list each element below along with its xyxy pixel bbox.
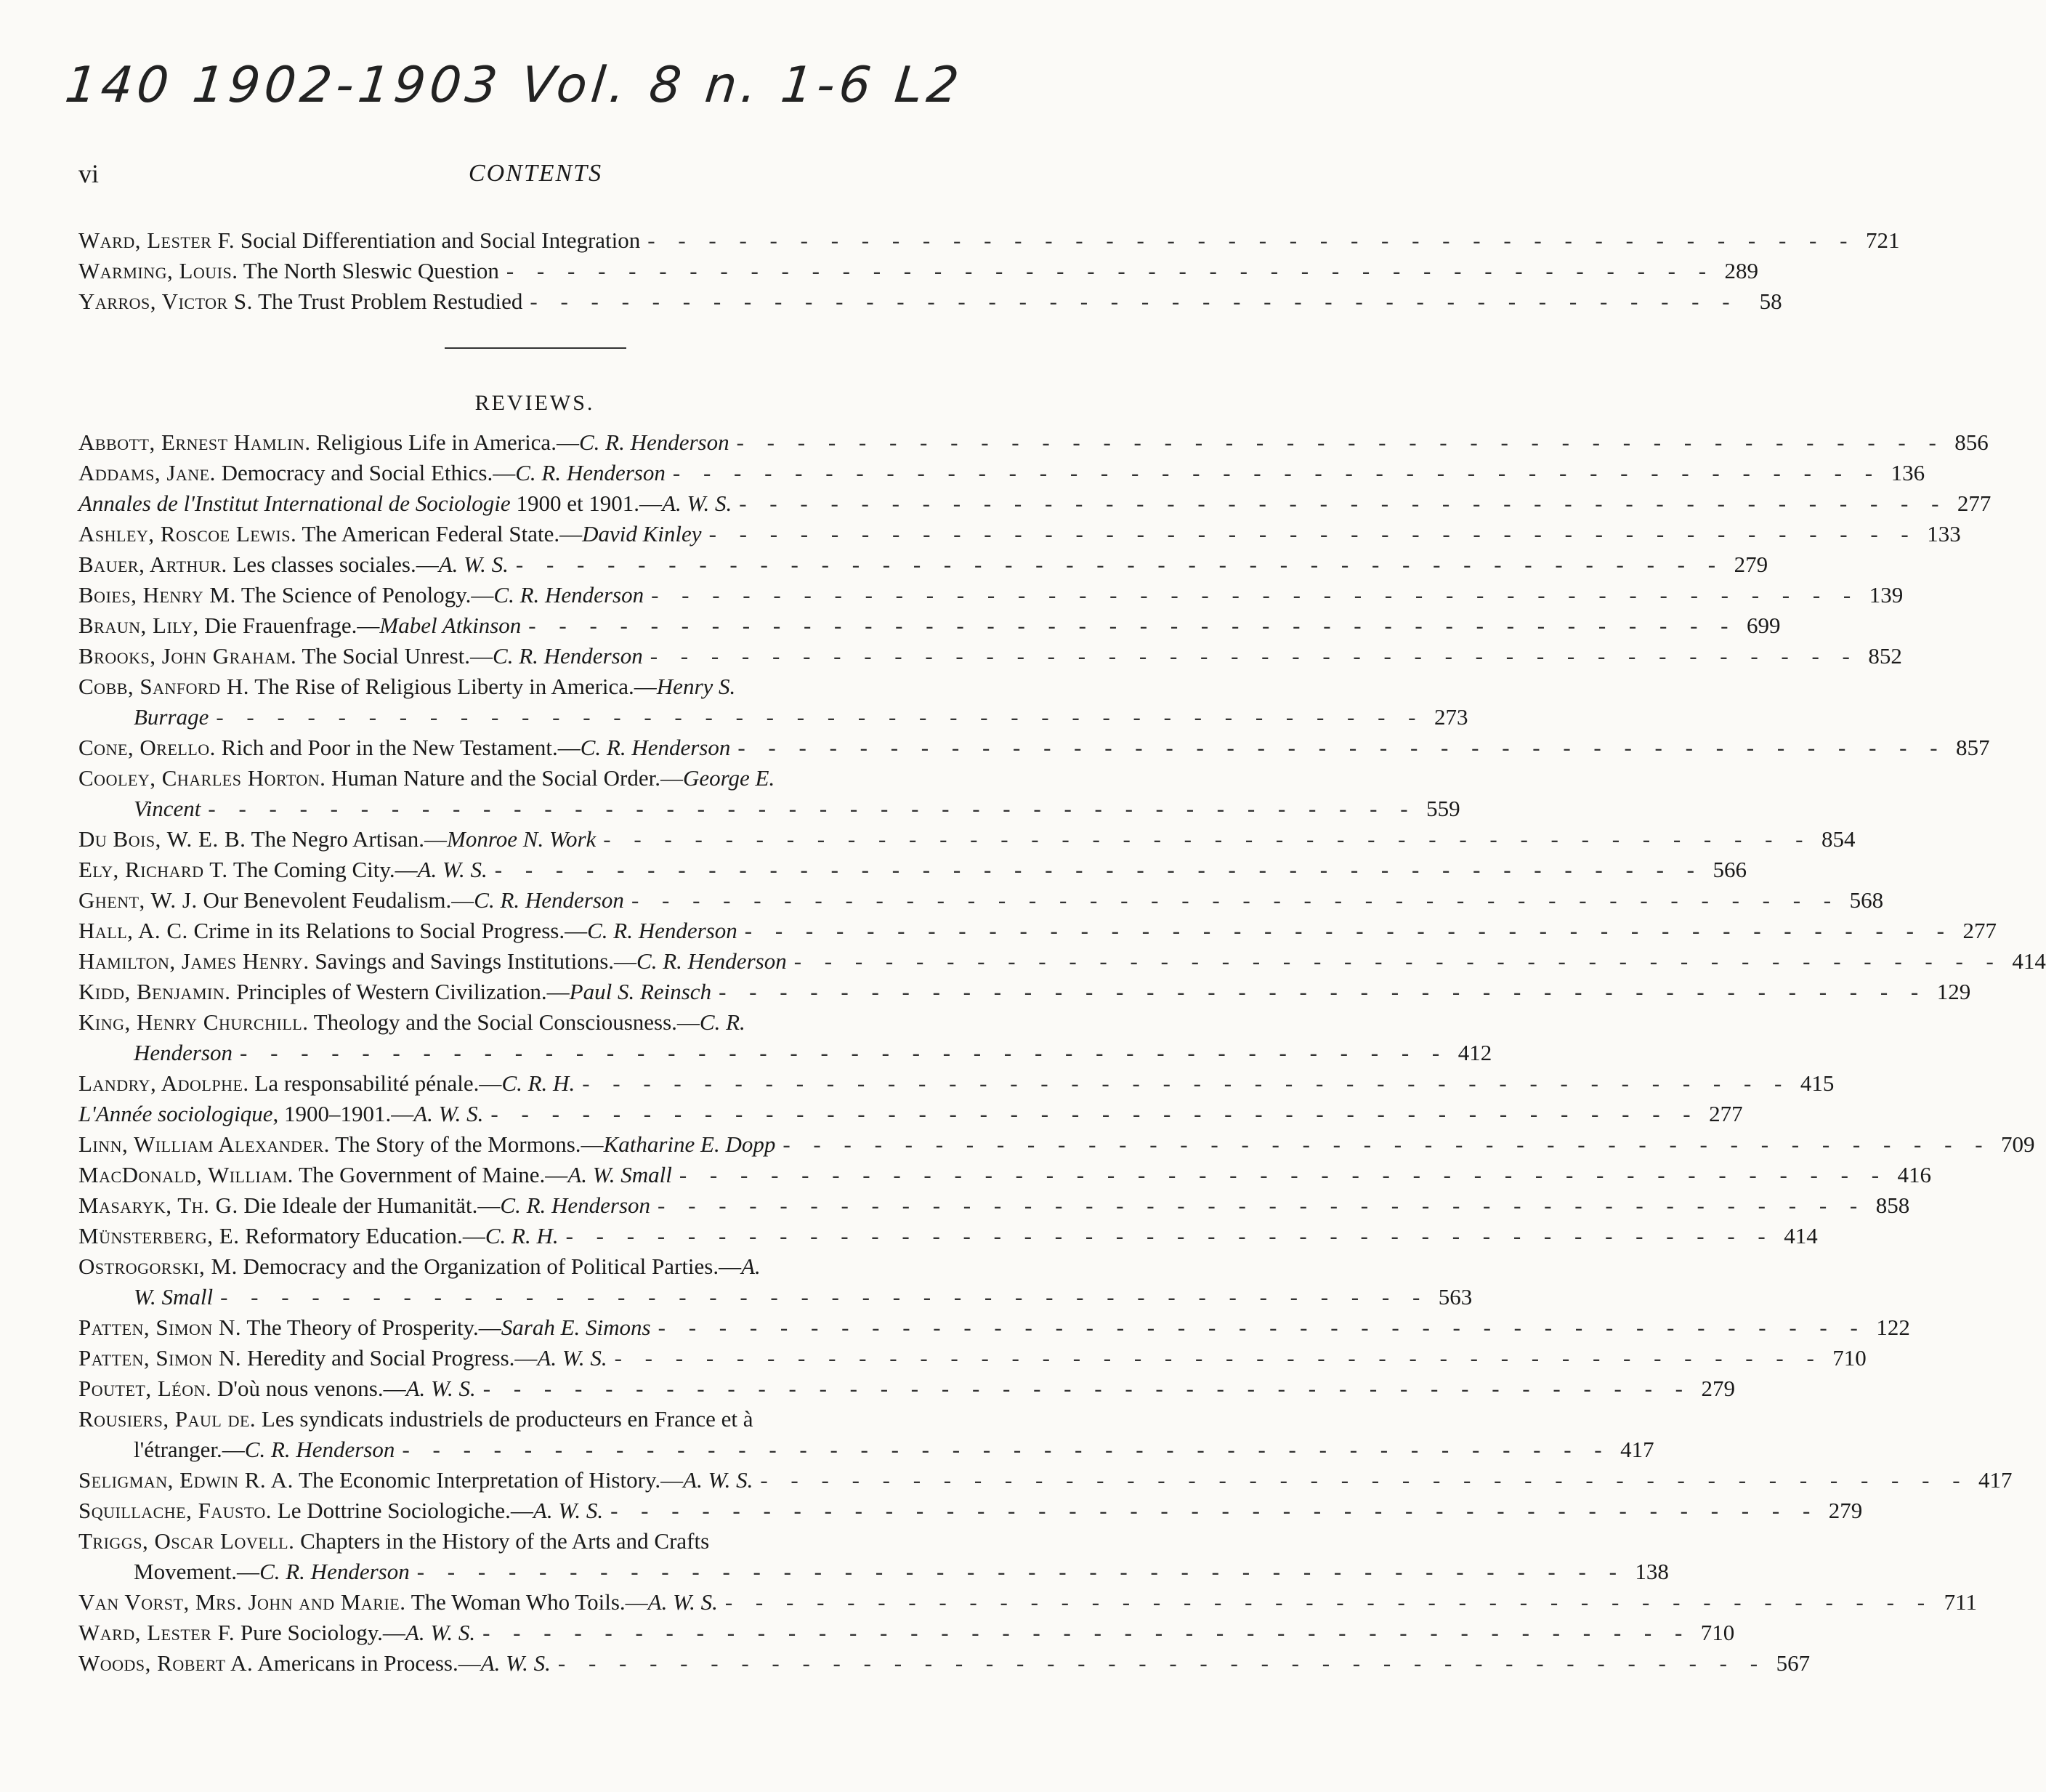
page-number: vi (78, 159, 100, 188)
review-entry (78, 916, 1997, 946)
entry-page: 858 (1875, 1192, 1910, 1218)
entry-title: Heredity and Social Progress.— (246, 1345, 538, 1371)
dot-leader: - - - - - - - - - - - - - - - - - - - - - - - - - - - - - - - - - - - - - - - - (216, 704, 1425, 730)
entry-title: Chapters in the History of the Arts and Crafts (300, 1528, 710, 1554)
entry-cont-body (134, 1038, 232, 1068)
entry-reviewer: A. W. S. (647, 1589, 718, 1615)
entry-body (78, 580, 644, 610)
entry-page: 412 (1457, 1040, 1492, 1065)
entry-reviewer: A. W. S. (480, 1650, 551, 1676)
dot-leader: - - - - - - - - - - - - - - - - - - - - - - - - - - - - - - - - - - - - - - - - (647, 227, 1856, 253)
entry-title: 1900 et 1901.— (510, 491, 663, 516)
entry-author: Patten, Simon N. (78, 1345, 242, 1371)
entry-reviewer: George E. (682, 765, 775, 791)
entry-title: Democracy and Social Ethics.— (221, 460, 516, 485)
entry-title: Les syndicats industriels de producteurs en France et à (261, 1406, 753, 1432)
review-entry (78, 458, 1925, 488)
review-entry (78, 1343, 1867, 1373)
entry-continuation (78, 1434, 1654, 1465)
entry-title: D'où nous venons.— (217, 1376, 406, 1401)
entry-title: The Coming City.— (232, 857, 418, 882)
entry-title: La responsabilité pénale.— (254, 1070, 502, 1096)
entry-author: Landry, Adolphe. (78, 1070, 249, 1096)
entry-page: 568 (1849, 887, 1884, 913)
dot-leader: - - - - - - - - - - - - - - - - - - - - - - - - - - - - - - - - - - - - - - - - (494, 857, 1703, 882)
article-entry (78, 286, 1782, 317)
entry-page: 416 (1897, 1162, 1932, 1187)
entry-body (78, 1190, 650, 1221)
entry-reviewer: Mabel Atkinson (379, 613, 522, 638)
dot-leader: - - - - - - - - - - - - - - - - - - - - - - - - - - - - - - - - - - - - - - - - (614, 1345, 1823, 1371)
entry-body (78, 1373, 476, 1404)
entry-title: Our Benevolent Feudalism.— (203, 887, 474, 913)
entry-author: Addams, Jane. (78, 460, 216, 485)
entry-body (78, 458, 666, 488)
entry-author: Linn, William Alexander. (78, 1131, 330, 1157)
entry-body (78, 1618, 475, 1648)
entry-author: Bauer, Arthur. (78, 552, 227, 577)
dot-leader: - - - - - - - - - - - - - - - - - - - - - - - - - - - - - - - - - - - - - - - - (610, 1498, 1819, 1523)
review-entry (78, 519, 1961, 549)
entry-body (78, 488, 732, 519)
entry-author: Braun, Lily, (78, 613, 199, 638)
entry-page: 279 (1828, 1498, 1863, 1523)
article-entry (78, 225, 1900, 256)
dot-leader: - - - - - - - - - - - - - - - - - - - - - - - - - - - - - - - - - - - - - - - - (208, 796, 1417, 821)
entry-reviewer: C. R. H. (501, 1070, 575, 1096)
entry-body (78, 519, 702, 549)
reviews-list (78, 427, 2046, 1679)
entry-page: 857 (1956, 735, 1990, 760)
dot-leader: - - - - - - - - - - - - - - - - - - - - - - - - - - - - - - - - - - - - - - - - (557, 1650, 1767, 1676)
entry-reviewer: C. R. (699, 1009, 745, 1035)
entry-page: 277 (1709, 1101, 1743, 1126)
review-entry (78, 1007, 1492, 1068)
entry-author: Masaryk, Th. G. (78, 1192, 238, 1218)
review-entry (78, 1526, 1669, 1587)
review-entry (78, 1404, 1654, 1465)
entry-title: The American Federal State.— (302, 521, 583, 546)
entry-page: 417 (1620, 1437, 1654, 1462)
dot-leader: - - - - - - - - - - - - - - - - - - - - - - - - - - - - - - - - - - - - - - - - (650, 643, 1859, 669)
dot-leader: - - - - - - - - - - - - - - - - - - - - - - - - - - - - - - - - - - - - - - - - (793, 948, 2002, 974)
entry-title: Crime in its Relations to Social Progress.— (193, 918, 588, 943)
entry-body (78, 1496, 603, 1526)
entry-body (78, 427, 729, 458)
entry-author: Patten, Simon N. (78, 1315, 242, 1340)
entry-first-line (78, 1007, 992, 1038)
entry-author: Ward, Lester F. (78, 227, 235, 253)
entry-author: Rousiers, Paul de. (78, 1406, 256, 1432)
entry-reviewer: C. R. Henderson (474, 887, 624, 913)
entry-title: Principles of Western Civilization.— (236, 979, 570, 1004)
entry-page: 699 (1746, 613, 1781, 638)
entry-reviewer: Katharine E. Dopp (603, 1131, 776, 1157)
entry-author: Ward, Lester F. (78, 1620, 235, 1645)
entry-body (78, 946, 787, 977)
entry-page: 279 (1701, 1376, 1735, 1401)
review-entry (78, 1648, 1811, 1679)
entry-body (78, 225, 640, 256)
entry-reviewer: C. R. Henderson (636, 948, 787, 974)
entry-continuation (78, 702, 1468, 732)
review-entry (78, 732, 1990, 763)
entry-reviewer: A. W. S. (405, 1620, 476, 1645)
entry-author: Ashley, Roscoe Lewis. (78, 521, 297, 546)
dot-leader: - - - - - - - - - - - - - - - - - - - - - - - - - - - - - - - - - - - - - - - - (651, 582, 1860, 608)
entry-author: Du Bois, W. E. B. (78, 826, 246, 852)
entry-author: Van Vorst, Mrs. John and Marie. (78, 1589, 406, 1615)
entry-title: Die Frauenfrage.— (204, 613, 380, 638)
entry-cont-body (134, 1557, 410, 1587)
entry-title: Les classes sociales.— (232, 552, 439, 577)
entry-title: The Economic Interpretation of History.— (299, 1467, 684, 1493)
entry-title-italic: L'Année sociologique (78, 1101, 273, 1126)
dot-leader: - - - - - - - - - - - - - - - - - - - - - - - - - - - - - - - - - - - - - - - - (672, 460, 1882, 485)
entry-page: 277 (1962, 918, 1997, 943)
entry-first-line (78, 671, 992, 702)
entry-page: 710 (1700, 1620, 1735, 1645)
dot-leader: - - - - - - - - - - - - - - - - - - - - - - - - - - - - - - - - - - - - - - - - (724, 1589, 1934, 1615)
entry-body (78, 549, 509, 580)
entry-reviewer-cont: W. Small (134, 1284, 214, 1309)
entry-author: Cone, Orello. (78, 735, 216, 760)
entry-reviewer-cont: Henderson (134, 1040, 233, 1065)
entry-page: 854 (1821, 826, 1856, 852)
entry-body (78, 1007, 745, 1038)
entry-body (78, 1068, 575, 1099)
entry-title-italic: Annales de l'Institut International de Sociologie (78, 491, 511, 516)
review-entry (78, 1251, 1473, 1312)
entry-title: Democracy and the Organization of Political Parties.— (243, 1254, 742, 1279)
entry-title: Pure Sociology.— (240, 1620, 405, 1645)
entry-title: The Trust Problem Restudied (258, 288, 523, 314)
dot-leader: - - - - - - - - - - - - - - - - - - - - - - - - - - - - - - - - - - - - - - - - (603, 826, 1812, 852)
dot-leader: - - - - - - - - - - - - - - - - - - - - - - - - - - - - - - - - - - - - - - - - (515, 552, 1725, 577)
entry-page: 133 (1927, 521, 1961, 546)
entry-page: 711 (1944, 1589, 1978, 1615)
entry-author: Münsterberg, E. (78, 1223, 240, 1248)
entry-body (78, 1160, 672, 1190)
review-entry (78, 1129, 2035, 1160)
entry-author: Kidd, Benjamin. (78, 979, 231, 1004)
entry-author: Yarros, Victor S. (78, 288, 253, 314)
entry-title: Rich and Poor in the New Testament.— (221, 735, 581, 760)
entry-reviewer: A. W. S. (413, 1101, 484, 1126)
entry-author: Woods, Robert A. (78, 1650, 254, 1676)
entry-continuation (78, 1038, 1492, 1068)
entry-body (78, 1526, 709, 1557)
entry-body (78, 610, 521, 641)
entry-body (78, 1648, 551, 1679)
entry-reviewer: A. W. Small (567, 1162, 672, 1187)
entry-first-line (78, 1251, 992, 1282)
entry-author: Boies, Henry M. (78, 582, 236, 608)
entry-reviewer: Sarah E. Simons (501, 1315, 651, 1340)
entry-title: The Story of the Mormons.— (335, 1131, 604, 1157)
entry-first-line (78, 1404, 992, 1434)
entry-cont-body (134, 1434, 395, 1465)
section-divider (445, 347, 626, 349)
entry-cont-body (134, 794, 201, 824)
entry-continuation (78, 1282, 1473, 1312)
review-entry (78, 1496, 1863, 1526)
entry-body (78, 763, 775, 794)
entry-page: 852 (1868, 643, 1902, 669)
entry-author: Hall, A. C. (78, 918, 188, 943)
entry-reviewer: C. R. Henderson (493, 643, 643, 669)
dot-leader: - - - - - - - - - - - - - - - - - - - - - - - - - - - - - - - - - - - - - - - - (240, 1040, 1449, 1065)
dot-leader: - - - - - - - - - - - - - - - - - - - - - - - - - - - - - - - - - - - - - - - - (220, 1284, 1429, 1309)
entry-author: Seligman, Edwin R. A. (78, 1467, 294, 1493)
dot-leader: - - - - - - - - - - - - - - - - - - - - - - - - - - - - - - - - - - - - - - - - (708, 521, 1917, 546)
entry-reviewer: Paul S. Reinsch (569, 979, 712, 1004)
dot-leader: - - - - - - - - - - - - - - - - - - - - - - - - - - - - - - - - - - - - - - - - (506, 258, 1715, 283)
entry-body (78, 671, 735, 702)
entry-title: Savings and Savings Institutions.— (315, 948, 637, 974)
dot-leader: - - - - - - - - - - - - - - - - - - - - - - - - - - - - - - - - - - - - - - - - (530, 288, 1739, 314)
entry-body (78, 977, 711, 1007)
review-entry (78, 946, 2046, 977)
dot-leader: - - - - - - - - - - - - - - - - - - - - - - - - - - - - - - - - - - - - - - - - (528, 613, 1737, 638)
entry-title: The North Sleswic Question (243, 258, 499, 283)
entry-page: 709 (2001, 1131, 2035, 1157)
entry-page: 279 (1734, 552, 1768, 577)
entry-cont-body (134, 1282, 213, 1312)
review-entry (78, 549, 1768, 580)
entry-title: The Woman Who Toils.— (411, 1589, 648, 1615)
entry-body (78, 1587, 718, 1618)
entry-title-cont: l'étranger.— (134, 1437, 245, 1462)
entry-author: Abbott, Ernest Hamlin. (78, 429, 311, 455)
entry-cont-body (134, 702, 209, 732)
reviews-heading: REVIEWS. (474, 391, 595, 415)
entry-body (78, 286, 522, 317)
review-entry (78, 855, 1747, 885)
review-entry (78, 885, 1884, 916)
review-entry (78, 580, 1904, 610)
review-entry (78, 824, 1856, 855)
entry-title: The Science of Penology.— (240, 582, 494, 608)
dot-leader: - - - - - - - - - - - - - - - - - - - - - - - - - - - - - - - - - - - - - - - - (490, 1101, 1699, 1126)
review-entry (78, 427, 1989, 458)
articles-list (78, 225, 1900, 317)
dot-leader: - - - - - - - - - - - - - - - - - - - - - - - - - - - - - - - - - - - - - - - - (679, 1162, 1888, 1187)
review-entry (78, 1465, 2013, 1496)
entry-body (78, 824, 596, 855)
entry-reviewer: C. R. Henderson (500, 1192, 651, 1218)
entry-author: Cooley, Charles Horton. (78, 765, 326, 791)
review-entry (78, 488, 1992, 519)
entry-page: 289 (1724, 258, 1759, 283)
dot-leader: - - - - - - - - - - - - - - - - - - - - - - - - - - - - - - - - - - - - - - - - (760, 1467, 1969, 1493)
entry-body (78, 885, 624, 916)
entry-page: 139 (1869, 582, 1904, 608)
entry-page: 415 (1800, 1070, 1835, 1096)
entry-reviewer: Henry S. (656, 674, 736, 699)
review-entry (78, 1587, 1978, 1618)
entry-reviewer: C. R. Henderson (515, 460, 666, 485)
entry-author: Ghent, W. J. (78, 887, 198, 913)
entry-reviewer: A. W. S. (417, 857, 488, 882)
entry-reviewer: C. R. Henderson (493, 582, 644, 608)
dot-leader: - - - - - - - - - - - - - - - - - - - - - - - - - - - - - - - - - - - - - - - - (737, 735, 1946, 760)
entry-reviewer: A. W. S. (533, 1498, 604, 1523)
dot-leader: - - - - - - - - - - - - - - - - - - - - - - - - - - - - - - - - - - - - - - - - (783, 1131, 1992, 1157)
entry-title: Die Ideale der Humanität.— (243, 1192, 501, 1218)
entry-reviewer: Monroe N. Work (447, 826, 597, 852)
entry-author: Ely, Richard T. (78, 857, 228, 882)
entry-page: 136 (1891, 460, 1925, 485)
dot-leader: - - - - - - - - - - - - - - - - - - - - - - - - - - - - - - - - - - - - - - - - (582, 1070, 1791, 1096)
entry-reviewer: David Kinley (582, 521, 702, 546)
handwritten-annotation: 140 1902-1903 Vol. 8 n. 1-6 L2 (62, 57, 966, 114)
entry-page: 567 (1776, 1650, 1811, 1676)
review-entry (78, 1099, 1743, 1129)
entry-page: 414 (1784, 1223, 1818, 1248)
entry-page: 414 (2012, 948, 2046, 974)
entry-body (78, 256, 499, 286)
entry-title: The Negro Artisan.— (251, 826, 448, 852)
entry-page: 710 (1832, 1345, 1867, 1371)
entry-reviewer: A. W. S. (405, 1376, 476, 1401)
entry-reviewer: A. (741, 1254, 761, 1279)
entry-body (78, 1404, 753, 1434)
review-entry (78, 763, 1460, 824)
entry-page: 856 (1954, 429, 1989, 455)
entry-reviewer: A. W. S. (662, 491, 732, 516)
entry-author: Cobb, Sanford H. (78, 674, 249, 699)
entry-page: 563 (1438, 1284, 1473, 1309)
entry-author: MacDonald, William. (78, 1162, 294, 1187)
entry-author: King, Henry Churchill. (78, 1009, 309, 1035)
entry-body (78, 1099, 483, 1129)
entry-page: 277 (1957, 491, 1992, 516)
entry-title: The Theory of Prosperity.— (246, 1315, 501, 1340)
dot-leader: - - - - - - - - - - - - - - - - - - - - - - - - - - - - - - - - - - - - - - - - (482, 1376, 1691, 1401)
entry-page: 129 (1936, 979, 1971, 1004)
entry-title: The Rise of Religious Liberty in America.— (254, 674, 657, 699)
entry-reviewer-cont: Vincent (134, 796, 201, 821)
entry-title: Le Dottrine Sociologiche.— (277, 1498, 533, 1523)
entry-title-cont: Movement.— (134, 1559, 260, 1584)
entry-page: 721 (1865, 227, 1900, 253)
entry-title: Theology and the Social Consciousness.— (313, 1009, 700, 1035)
entry-body (78, 732, 730, 763)
entry-continuation (78, 1557, 1669, 1587)
entry-author: Warming, Louis. (78, 258, 238, 283)
review-entry (78, 1312, 1910, 1343)
dot-leader: - - - - - - - - - - - - - - - - - - - - - - - - - - - - - - - - - - - - - - - - (719, 979, 1928, 1004)
dot-leader: - - - - - - - - - - - - - - - - - - - - - - - - - - - - - - - - - - - - - - - - (565, 1223, 1774, 1248)
review-entry (78, 977, 1971, 1007)
entry-body (78, 1343, 607, 1373)
entry-body (78, 1465, 753, 1496)
review-entry (78, 1190, 1910, 1221)
dot-leader: - - - - - - - - - - - - - - - - - - - - - - - - - - - - - - - - - - - - - - - - (736, 429, 1945, 455)
entry-page: 273 (1434, 704, 1468, 730)
dot-leader: - - - - - - - - - - - - - - - - - - - - - - - - - - - - - - - - - - - - - - - - (416, 1559, 1625, 1584)
entry-title: The Government of Maine.— (299, 1162, 568, 1187)
entry-author: Triggs, Oscar Lovell. (78, 1528, 295, 1554)
entry-body (78, 916, 737, 946)
dot-leader: - - - - - - - - - - - - - - - - - - - - - - - - - - - - - - - - - - - - - - - - (482, 1620, 1691, 1645)
entry-reviewer: C. R. Henderson (578, 429, 729, 455)
entry-body (78, 1129, 775, 1160)
entry-author: Hamilton, James Henry. (78, 948, 310, 974)
page-header (78, 158, 992, 195)
entry-title: The Social Unrest.— (302, 643, 493, 669)
entry-page: 138 (1635, 1559, 1669, 1584)
entry-reviewer-cont: C. R. Henderson (259, 1559, 410, 1584)
article-entry (78, 256, 1759, 286)
review-entry (78, 671, 1468, 732)
entry-title: Human Nature and the Social Order.— (331, 765, 683, 791)
entry-page: 559 (1426, 796, 1460, 821)
entry-author: Poutet, Léon. (78, 1376, 212, 1401)
review-entry (78, 1618, 1735, 1648)
entry-reviewer: A. W. S. (683, 1467, 753, 1493)
dot-leader: - - - - - - - - - - - - - - - - - - - - - - - - - - - - - - - - - - - - - - - - (402, 1437, 1611, 1462)
entry-page: 122 (1876, 1315, 1910, 1340)
entry-reviewer: C. R. H. (485, 1223, 559, 1248)
entry-reviewer: A. W. S. (438, 552, 509, 577)
review-entry (78, 641, 1902, 671)
entry-page: 566 (1713, 857, 1747, 882)
entry-body (78, 1312, 651, 1343)
entry-title: Religious Life in America.— (316, 429, 579, 455)
entry-page: 417 (1978, 1467, 2013, 1493)
entry-author: Squillache, Fausto. (78, 1498, 272, 1523)
running-title: CONTENTS (468, 160, 603, 187)
dot-leader: - - - - - - - - - - - - - - - - - - - - - - - - - - - - - - - - - - - - - - - - (658, 1192, 1867, 1218)
entry-body (78, 641, 643, 671)
entry-title: Reformatory Education.— (245, 1223, 485, 1248)
dot-leader: - - - - - - - - - - - - - - - - - - - - - - - - - - - - - - - - - - - - - - - - (631, 887, 1840, 913)
entry-body (78, 855, 488, 885)
entry-first-line (78, 1526, 992, 1557)
entry-first-line (78, 763, 992, 794)
entry-body (78, 1251, 761, 1282)
entry-title: Americans in Process.— (257, 1650, 481, 1676)
entry-reviewer: A. W. S. (537, 1345, 607, 1371)
dot-leader: - - - - - - - - - - - - - - - - - - - - - - - - - - - - - - - - - - - - - - - - (658, 1315, 1867, 1340)
review-entry (78, 1221, 1818, 1251)
entry-author: Ostrogorski, M. (78, 1254, 238, 1279)
entry-reviewer: C. R. Henderson (580, 735, 731, 760)
dot-leader: - - - - - - - - - - - - - - - - - - - - - - - - - - - - - - - - - - - - - - - - (744, 918, 1953, 943)
entry-title: , 1900–1901.— (272, 1101, 414, 1126)
entry-title: Social Differentiation and Social Integration (240, 227, 641, 253)
entry-body (78, 1221, 559, 1251)
entry-author: Brooks, John Graham. (78, 643, 297, 669)
entry-page: 58 (1759, 288, 1782, 314)
dot-leader: - - - - - - - - - - - - - - - - - - - - - - - - - - - - - - - - - - - - - - - - (739, 491, 1948, 516)
entry-reviewer-cont: Burrage (134, 704, 209, 730)
review-entry (78, 610, 1781, 641)
review-entry (78, 1373, 1735, 1404)
entry-reviewer-cont: C. R. Henderson (244, 1437, 395, 1462)
entry-reviewer: C. R. Henderson (587, 918, 737, 943)
review-entry (78, 1160, 1932, 1190)
review-entry (78, 1068, 1835, 1099)
entry-continuation (78, 794, 1460, 824)
